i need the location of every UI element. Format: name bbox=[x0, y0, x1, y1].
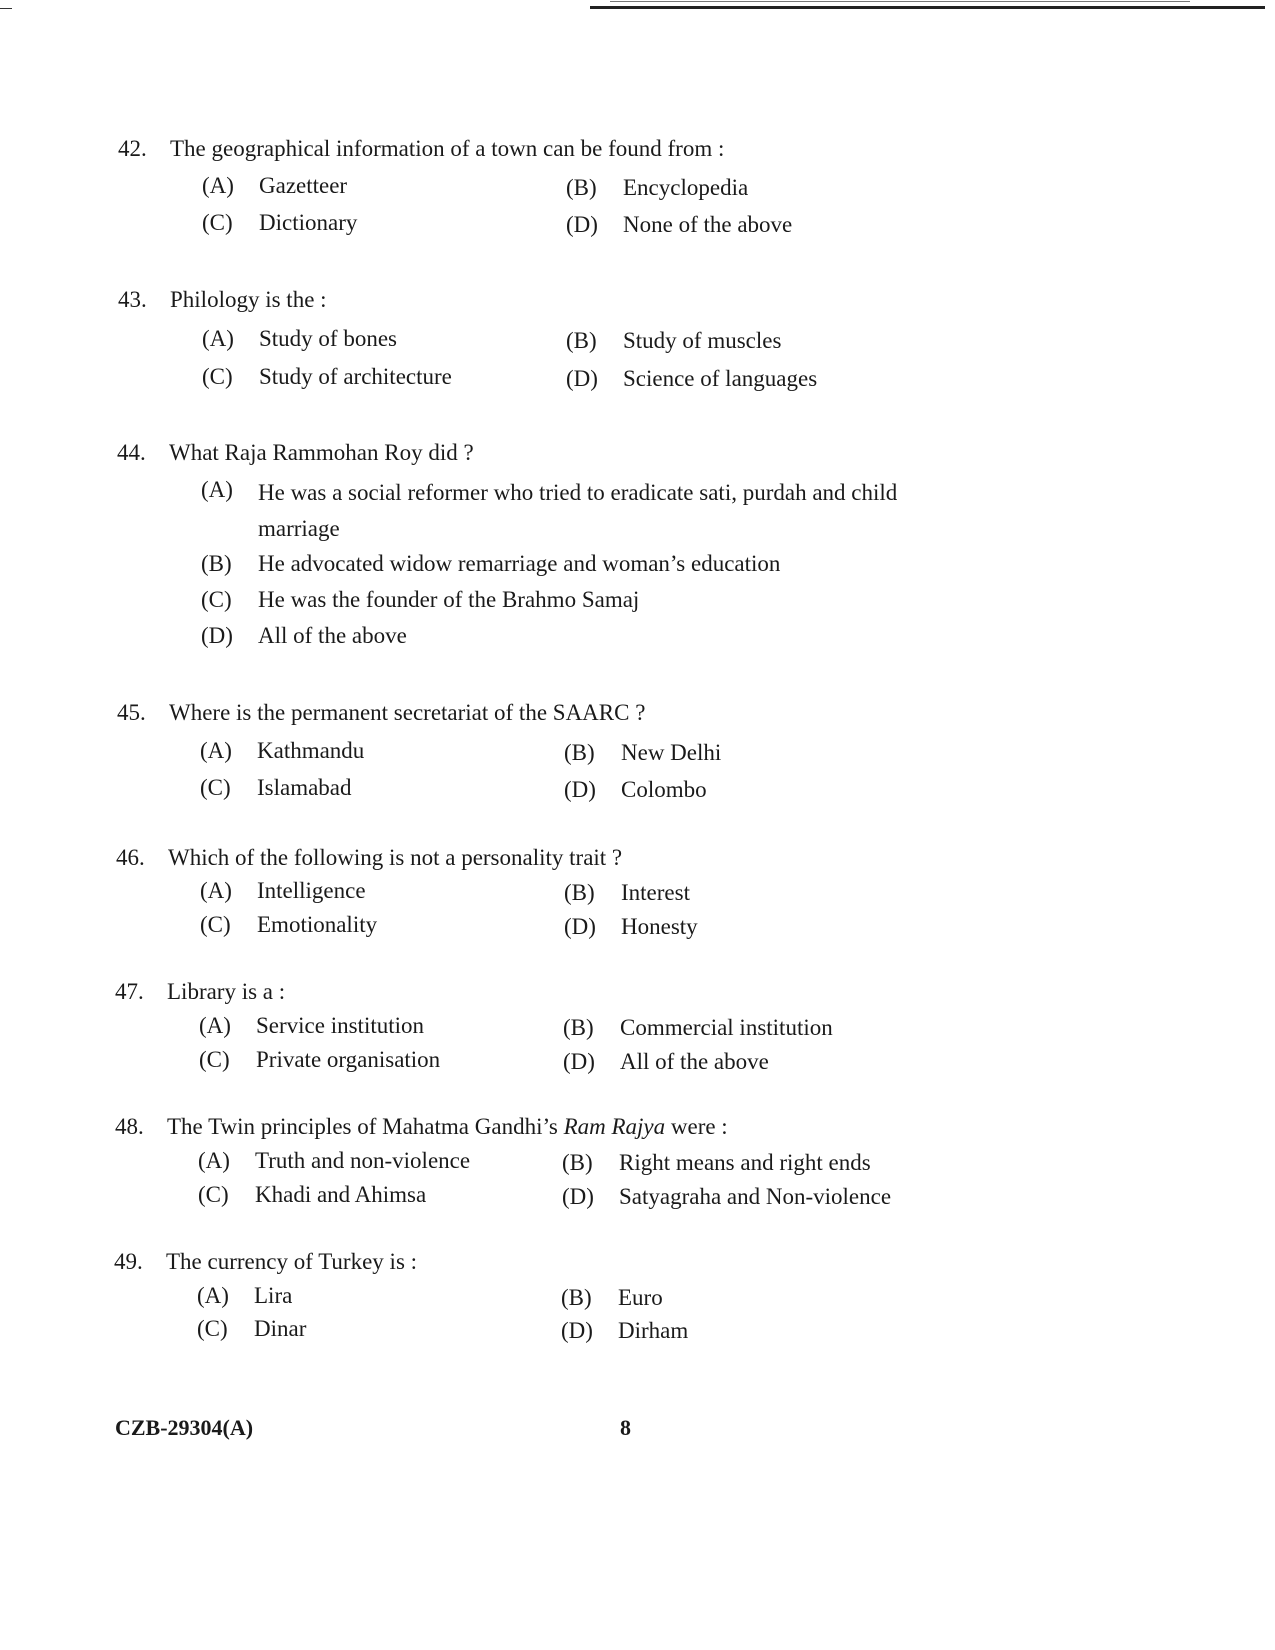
option-label: (B) bbox=[564, 880, 595, 905]
option-label: (C) bbox=[202, 210, 233, 235]
option-text: Satyagraha and Non-violence bbox=[619, 1184, 892, 1209]
option-label: (A) bbox=[202, 173, 234, 198]
option-label: (D) bbox=[201, 623, 233, 648]
page-number: 8 bbox=[620, 1415, 631, 1440]
header-rule bbox=[590, 6, 1265, 9]
question-number: 44. bbox=[117, 440, 146, 465]
option-text: Commercial institution bbox=[620, 1015, 833, 1040]
option-text: Study of muscles bbox=[623, 328, 782, 353]
option-text: Colombo bbox=[621, 777, 707, 802]
option-label: (D) bbox=[566, 212, 598, 237]
option-label: (D) bbox=[564, 914, 596, 939]
option-label: (A) bbox=[200, 738, 232, 763]
header-rule-thin bbox=[610, 1, 1190, 2]
option-text: Lira bbox=[254, 1283, 293, 1308]
option-label: (B) bbox=[564, 740, 595, 765]
option-label: (C) bbox=[198, 1182, 229, 1207]
question-text: Philology is the : bbox=[170, 287, 327, 312]
option-text: Right means and right ends bbox=[619, 1150, 871, 1175]
option-label: (C) bbox=[199, 1047, 230, 1072]
option-text: Study of architecture bbox=[259, 364, 452, 389]
option-label: (D) bbox=[561, 1318, 593, 1343]
option-text: Private organisation bbox=[256, 1047, 441, 1072]
question-text: Library is a : bbox=[167, 979, 286, 1004]
option-label: (B) bbox=[561, 1285, 592, 1310]
option-label: (A) bbox=[199, 1013, 231, 1038]
option-label: (D) bbox=[566, 366, 598, 391]
option-text: Islamabad bbox=[257, 775, 352, 800]
question-number: 46. bbox=[116, 845, 145, 870]
option-label: (B) bbox=[562, 1150, 593, 1175]
option-text: Intelligence bbox=[257, 878, 366, 903]
option-text: Khadi and Ahimsa bbox=[255, 1182, 427, 1207]
option-text: Dictionary bbox=[259, 210, 358, 235]
option-label: (A) bbox=[200, 878, 232, 903]
option-label: (B) bbox=[563, 1015, 594, 1040]
question-text: The Twin principles of Mahatma Gandhi’s Ram Rajya were : bbox=[167, 1114, 728, 1139]
option-text: Study of bones bbox=[259, 326, 397, 351]
option-label: (C) bbox=[201, 587, 232, 612]
question-text: What Raja Rammohan Roy did ? bbox=[169, 440, 474, 465]
question-number: 49. bbox=[114, 1249, 143, 1274]
option-text: He was the founder of the Brahmo Samaj bbox=[258, 587, 640, 612]
option-label: (D) bbox=[564, 777, 596, 802]
option-label: (A) bbox=[198, 1148, 230, 1173]
question-number: 43. bbox=[118, 287, 147, 312]
option-text: None of the above bbox=[623, 212, 793, 237]
option-text: Emotionality bbox=[257, 912, 378, 937]
option-label: (C) bbox=[197, 1316, 228, 1341]
option-label: (C) bbox=[200, 912, 231, 937]
option-text: Science of languages bbox=[623, 366, 818, 391]
option-label: (D) bbox=[563, 1049, 595, 1074]
option-text: Euro bbox=[618, 1285, 663, 1310]
question-number: 42. bbox=[118, 136, 147, 161]
booklet-code: CZB-29304(A) bbox=[115, 1415, 254, 1440]
question-number: 47. bbox=[115, 979, 144, 1004]
question-text: The currency of Turkey is : bbox=[166, 1249, 418, 1274]
option-text: All of the above bbox=[258, 623, 407, 648]
option-label: (B) bbox=[201, 551, 232, 576]
option-text: New Delhi bbox=[621, 740, 722, 765]
option-text: Honesty bbox=[621, 914, 698, 939]
option-text: Dinar bbox=[254, 1316, 307, 1341]
option-label: (A) bbox=[197, 1283, 229, 1308]
option-text: All of the above bbox=[620, 1049, 769, 1074]
question-text: Where is the permanent secretariat of the SAARC ? bbox=[169, 700, 646, 725]
option-label: (B) bbox=[566, 175, 597, 200]
corner-mark bbox=[0, 8, 12, 9]
option-text: He was a social reformer who tried to eradicate sati, purdah and child marriage bbox=[258, 480, 898, 541]
question-text: Which of the following is not a personality trait ? bbox=[168, 845, 623, 870]
option-label: (B) bbox=[566, 328, 597, 353]
option-text: Interest bbox=[621, 880, 690, 905]
option-text: He advocated widow remarriage and woman’s education bbox=[258, 551, 781, 576]
option-text: Kathmandu bbox=[257, 738, 365, 763]
option-label: (A) bbox=[201, 477, 233, 502]
option-label: (D) bbox=[562, 1184, 594, 1209]
option-text: Truth and non-violence bbox=[255, 1148, 471, 1173]
option-text: Encyclopedia bbox=[623, 175, 749, 200]
option-text: Service institution bbox=[256, 1013, 425, 1038]
option-label: (C) bbox=[200, 775, 231, 800]
option-label: (C) bbox=[202, 364, 233, 389]
question-number: 45. bbox=[117, 700, 146, 725]
option-text: Dirham bbox=[618, 1318, 689, 1343]
question-text: The geographical information of a town can be found from : bbox=[170, 136, 725, 161]
option-label: (A) bbox=[202, 326, 234, 351]
option-text: Gazetteer bbox=[259, 173, 348, 198]
question-number: 48. bbox=[115, 1114, 144, 1139]
